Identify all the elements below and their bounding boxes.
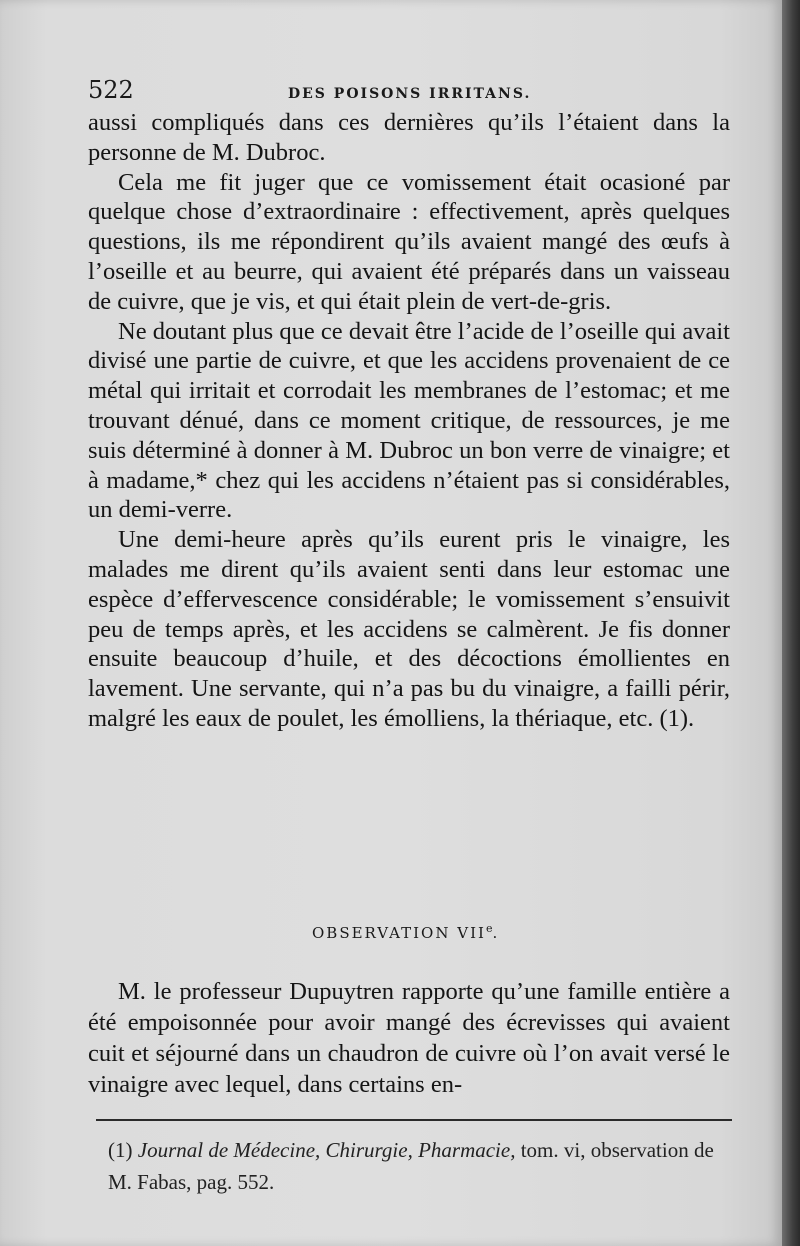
running-title: DES POISONS IRRITANS. bbox=[288, 86, 532, 102]
paragraph-2: Cela me fit juger que ce vomissement était ocasioné par quelque chose d’extraordinaire : effectivement, après quelques questions, ils me répondirent qu’ils avaient mangé des œufs à l’oseille et au beurre, qui avaient été préparés dans un vaisseau de cuivre, que je vis, et qui était plein de vert-de-gris. bbox=[88, 168, 730, 315]
footnote-journal: Journal de Médecine, Chirurgie, Pharmacie, bbox=[137, 1138, 516, 1162]
observation-heading-sup: e bbox=[485, 922, 493, 935]
footnote bbox=[108, 1134, 732, 1198]
paragraph-1: aussi compliqués dans ces dernières qu’ils l’étaient dans la personne de M. Dubroc. bbox=[88, 109, 730, 166]
page-number: 522 bbox=[88, 76, 134, 104]
footnote-rule bbox=[96, 1119, 732, 1121]
footnote-marker: (1) bbox=[108, 1138, 138, 1162]
observation-heading bbox=[312, 922, 499, 942]
page-edge bbox=[782, 0, 800, 1246]
page-header bbox=[88, 76, 728, 108]
observation-text: M. le professeur Dupuytren rapporte qu’une famille entière a été empoisonnée pour avoir mangé des écrevisses qui avaient cuit et séjourné dans un chaudron de cuivre où l’on avait versé le vinaigre avec lequel, dans certains en- bbox=[88, 978, 730, 1098]
paragraph-4: Une demi-heure après qu’ils eurent pris le vinaigre, les malades me dirent qu’ils avaient senti dans leur estomac une espèce d’effervescence considérable; le vomissement s’ensuivit peu de temps après, et les accidens se calmèrent. Je fis donner ensuite beaucoup d’huile, et des décoctions émollientes en lavement. Une servante, qui n’a pas bu du vinaigre, a failli périr, malgré les eaux de poulet, les émolliens, la thériaque, etc. (1). bbox=[88, 526, 730, 732]
observation-heading-end: . bbox=[492, 924, 500, 942]
main-text bbox=[88, 108, 730, 734]
footnote-rest: tom. vi, observation de M. Fabas, pag. 552. bbox=[108, 1138, 714, 1194]
observation-heading-text: OBSERVATION VII bbox=[312, 924, 486, 942]
paragraph-3: Ne doutant plus que ce devait être l’acide de l’oseille qui avait divisé une partie de cuivre, et que les accidens provenaient de ce métal qui irritait et corrodait les membranes de l’estomac; et me trouvant dénué, dans ce moment critique, de ressources, je me suis déterminé à donner à M. Dubroc un bon verre de vinaigre; et à madame,* chez qui les accidens n’étaient pas si considérables, un demi-verre. bbox=[88, 317, 730, 524]
